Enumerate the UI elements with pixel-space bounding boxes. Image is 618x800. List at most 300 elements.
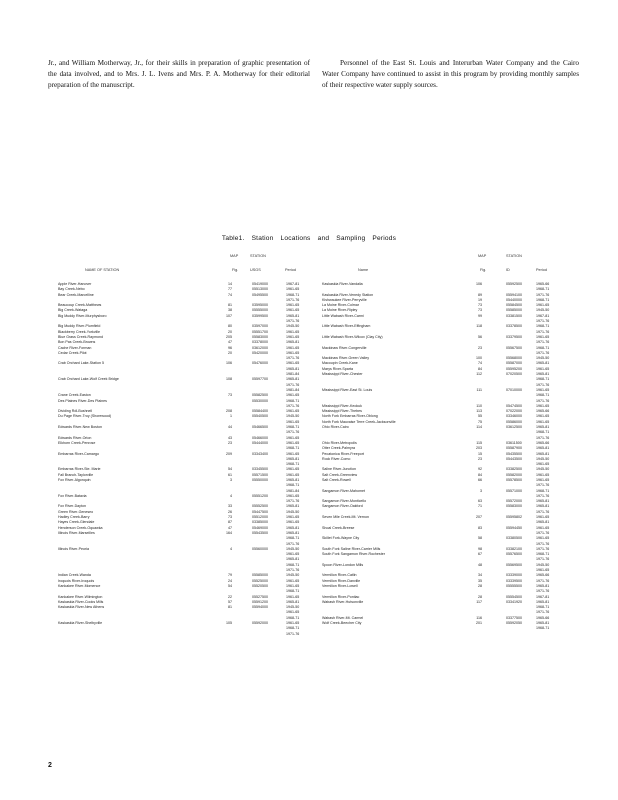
station-id-cell: 03382500 bbox=[506, 467, 522, 472]
sampling-period-cell: 1945-50 bbox=[286, 509, 300, 514]
sampling-period-cell: 1971-76 bbox=[536, 546, 550, 551]
map-fig-cell: 205 bbox=[226, 334, 232, 339]
sampling-period-cell: 1961-65 bbox=[286, 361, 300, 366]
map-fig-cell: 54 bbox=[228, 583, 232, 588]
station-name-cell: Little Wabash River-Carmi bbox=[322, 313, 364, 318]
station-id-cell: 05582500 bbox=[252, 393, 268, 398]
sampling-period-cell: 1965-81 bbox=[536, 446, 550, 451]
sampling-period-cell: 1965-81 bbox=[286, 557, 300, 562]
station-id-cell: 03382100 bbox=[506, 546, 522, 551]
station-id-cell: 03599500 bbox=[252, 313, 268, 318]
map-fig-cell: 77 bbox=[228, 287, 232, 292]
sampling-period-cell: 1945-50 bbox=[286, 324, 300, 329]
sampling-period-cell: 1961-65 bbox=[286, 435, 300, 440]
map-fig-cell: 201 bbox=[476, 621, 482, 625]
map-fig-cell: 87 bbox=[228, 520, 232, 525]
map-fig-cell: 22 bbox=[228, 594, 232, 599]
sampling-period-cell: 1981-84 bbox=[286, 372, 300, 377]
station-name-cell: Blackberry Creek-Yorkville bbox=[58, 329, 101, 334]
sampling-period-cell: 1961-65 bbox=[286, 419, 300, 424]
map-fig-cell: 99 bbox=[478, 313, 482, 318]
table-row bbox=[58, 632, 310, 637]
sampling-period-cell: 1961-65 bbox=[286, 467, 300, 472]
sampling-period-cell: 1945-50 bbox=[286, 573, 300, 578]
station-name-cell: Bay Creek-Nebo bbox=[58, 287, 85, 292]
station-name-cell: Illinois River-Marseilles bbox=[58, 530, 95, 535]
station-id-cell: 05578500 bbox=[506, 477, 522, 482]
station-id-cell: 05569500 bbox=[506, 562, 522, 567]
map-fig-cell: 14 bbox=[228, 282, 232, 286]
sampling-period-cell: 1968-71 bbox=[536, 297, 550, 302]
map-fig-cell: 207 bbox=[476, 515, 482, 520]
sampling-period-cell: 1968-71 bbox=[536, 605, 550, 610]
sampling-period-cell: 1965-81 bbox=[286, 377, 300, 382]
sampling-period-cell: 1965-81 bbox=[286, 366, 300, 371]
sampling-period-cell: 1971-76 bbox=[536, 557, 550, 562]
sampling-period-cell: 1961-65 bbox=[286, 520, 300, 525]
station-name-cell: Kankakee River-Momence bbox=[58, 583, 101, 588]
map-fig-cell: 28 bbox=[478, 583, 482, 588]
station-name-cell: Embarras River-Camargo bbox=[58, 451, 99, 456]
sampling-period-cell: 1968-71 bbox=[286, 462, 300, 467]
station-id-cell: 05592500 bbox=[506, 282, 522, 286]
station-name-cell: Du Page River-Troy (Shorewood) bbox=[58, 414, 112, 419]
map-fig-cell: 83 bbox=[478, 525, 482, 530]
station-id-cell: 03379500 bbox=[506, 334, 522, 339]
sampling-period-cell: 1967-81 bbox=[536, 313, 550, 318]
sampling-period-cell: 1961-65 bbox=[286, 451, 300, 456]
station-id-cell: 05555500 bbox=[506, 583, 522, 588]
map-fig-cell: 1 bbox=[230, 414, 232, 419]
sampling-period-cell: 1965-81 bbox=[536, 425, 550, 430]
station-name-cell: Shoal Creek-Breese bbox=[322, 525, 355, 530]
station-name-cell: Cedar Creek-Pilot bbox=[58, 350, 87, 355]
sampling-period-cell: 1961-65 bbox=[536, 414, 550, 419]
sampling-period-cell: 1965-81 bbox=[286, 313, 300, 318]
station-id-cell: 03612000 bbox=[252, 345, 268, 350]
sampling-period-cell: 1968-71 bbox=[286, 425, 300, 430]
sampling-period-cell: 1968-71 bbox=[286, 398, 300, 403]
map-fig-cell: 35 bbox=[478, 578, 482, 583]
station-name-cell: Hayes Creek-Glendale bbox=[58, 520, 95, 525]
station-id-cell: 05474500 bbox=[506, 403, 522, 408]
sampling-period-cell: 1965-66 bbox=[536, 615, 550, 620]
station-name-cell: South Fork Sangamon River-Rochester bbox=[322, 552, 385, 557]
station-id-cell: 05597700 bbox=[252, 377, 268, 382]
map-fig-cell: 74 bbox=[478, 361, 482, 366]
sampling-period-cell: 1961-65 bbox=[286, 393, 300, 398]
sampling-period-cell: 1961-65 bbox=[536, 334, 550, 339]
station-id-cell: 05571000 bbox=[506, 488, 522, 493]
map-fig-cell: 71 bbox=[478, 504, 482, 509]
map-fig-cell: 209 bbox=[226, 451, 232, 456]
station-id-cell: 05419000 bbox=[252, 282, 268, 286]
station-id-cell: 05420000 bbox=[252, 350, 268, 355]
sampling-period-cell: 1971-76 bbox=[286, 356, 300, 361]
station-id-cell: 03381500 bbox=[506, 313, 522, 318]
map-fig-cell: 118 bbox=[476, 324, 482, 329]
map-fig-cell: 58 bbox=[478, 536, 482, 541]
sampling-period-cell: 1971-76 bbox=[286, 541, 300, 546]
map-fig-cell: 81 bbox=[228, 303, 232, 308]
intro-left-paragraph bbox=[48, 58, 310, 91]
station-name-cell: Big Muddy River-Plumfield bbox=[58, 324, 101, 329]
sampling-period-cell: 1971-76 bbox=[286, 297, 300, 302]
sampling-period-cell: 1971-76 bbox=[286, 319, 300, 324]
left-header-usgs: USGS bbox=[250, 268, 261, 272]
sampling-period-cell: 1961-65 bbox=[286, 610, 300, 615]
station-id-cell: 05447500 bbox=[252, 509, 268, 514]
map-fig-cell: 43 bbox=[228, 435, 232, 440]
station-id-cell: 05568000 bbox=[506, 356, 522, 361]
station-name-cell: Little Wabash River-Effingham bbox=[322, 324, 371, 329]
station-name-cell: Wolf Creek-Beecher City bbox=[322, 621, 362, 625]
station-name-cell: Otter Creek-Palmyra bbox=[322, 446, 355, 451]
sampling-period-cell: 1965-81 bbox=[536, 520, 550, 525]
sampling-period-cell: 1961-65 bbox=[286, 308, 300, 313]
sampling-period-cell: 1968-71 bbox=[536, 324, 550, 329]
sampling-period-cell: 1968-71 bbox=[536, 430, 550, 435]
station-name-cell: Seven Mile Creek-Mt. Vernon bbox=[322, 515, 369, 520]
map-fig-cell: 47 bbox=[228, 340, 232, 345]
station-name-cell: La Moine River-Ripley bbox=[322, 308, 358, 313]
station-id-cell: 05592000 bbox=[252, 621, 268, 625]
sampling-period-cell: 1968-71 bbox=[536, 345, 550, 350]
station-name-cell: Mackinaw River-Green Valley bbox=[322, 356, 370, 361]
map-fig-cell: 106 bbox=[476, 282, 482, 286]
station-id-cell: 05555000 bbox=[252, 308, 268, 313]
intro-right-paragraph bbox=[322, 58, 579, 91]
station-name-cell: Crab Orchard Lake-Wolf Creek Bridge bbox=[58, 377, 119, 382]
station-id-cell: 03343400 bbox=[252, 451, 268, 456]
map-fig-cell: 114 bbox=[476, 425, 482, 430]
station-name-cell: Ohio River-Cairo bbox=[322, 425, 349, 430]
map-fig-cell: 66 bbox=[478, 477, 482, 482]
station-id-cell: 05520500 bbox=[252, 583, 268, 588]
sampling-period-cell: 1965-81 bbox=[536, 499, 550, 504]
intro-right-text: Personnel of the East St. Louis and Interurban Water Company and the Cairo Water Company have continued to assist in this program by providing monthly samples of their respective water supply sources. bbox=[322, 59, 579, 89]
sampling-period-cell: 1945-50 bbox=[536, 467, 550, 472]
station-name-cell: Apple River-Hanover bbox=[58, 282, 92, 286]
station-name-cell: Marys River-Sparta bbox=[322, 366, 353, 371]
sampling-period-cell: 1971-76 bbox=[536, 530, 550, 535]
map-fig-cell: 33 bbox=[228, 504, 232, 509]
station-id-cell: 03597000 bbox=[252, 324, 268, 329]
station-name-cell: Green River-Geneseo bbox=[58, 509, 94, 514]
station-name-cell: Wabash River-Hutsonville bbox=[322, 599, 364, 604]
station-name-cell: North Fork Embarras River-Oblong bbox=[322, 414, 378, 419]
left-header-fig: Fig. bbox=[232, 268, 239, 272]
sampling-period-cell: 1981-84 bbox=[286, 387, 300, 392]
station-id-cell: 05594000 bbox=[252, 605, 268, 610]
table-title: Table1. Station Locations and Sampling Periods bbox=[221, 235, 397, 242]
station-id-cell: 05527500 bbox=[252, 594, 268, 599]
sampling-period-cell: 1971-76 bbox=[536, 435, 550, 440]
map-fig-cell: 61 bbox=[228, 472, 232, 477]
station-id-cell: 05586000 bbox=[506, 419, 522, 424]
station-name-cell: Beaucoup Creek-Matthews bbox=[58, 303, 102, 308]
station-name-cell: La Moine River-Colmar bbox=[322, 303, 359, 308]
station-name-cell: Kaskaskia River-New Athens bbox=[58, 605, 105, 610]
station-name-cell: Kaskaskia River-Cooks Mills bbox=[58, 599, 104, 604]
station-id-cell: 05587000 bbox=[506, 361, 522, 366]
station-id-cell: 05567500 bbox=[506, 345, 522, 350]
station-id-cell: 05571500 bbox=[252, 472, 268, 477]
station-name-cell: Kaskaskia River-Venedy Station bbox=[322, 292, 374, 297]
map-fig-cell: 79 bbox=[228, 573, 232, 578]
map-fig-cell: 164 bbox=[226, 530, 232, 535]
sampling-period-cell: 1961-65 bbox=[286, 350, 300, 355]
sampling-period-cell: 1965-66 bbox=[536, 573, 550, 578]
station-name-cell: Fox River-Dayton bbox=[58, 504, 86, 509]
map-fig-cell: 92 bbox=[478, 467, 482, 472]
right-header-usgs: ID bbox=[506, 268, 510, 272]
station-id-cell: 07010000 bbox=[506, 387, 522, 392]
map-fig-cell: 26 bbox=[228, 509, 232, 514]
sampling-period-cell: 1961-65 bbox=[536, 403, 550, 408]
sampling-period-cell: 1971-76 bbox=[536, 493, 550, 498]
sampling-period-cell: 1961-65 bbox=[286, 440, 300, 445]
map-fig-cell: 73 bbox=[478, 303, 482, 308]
sampling-period-cell: 1961-65 bbox=[536, 462, 550, 467]
sampling-period-cell: 1971-76 bbox=[536, 541, 550, 546]
station-id-cell: 05572000 bbox=[506, 499, 522, 504]
sampling-period-cell: 1968-71 bbox=[286, 589, 300, 594]
sampling-period-cell: 1961-65 bbox=[536, 515, 550, 520]
map-fig-cell: 84 bbox=[478, 472, 482, 477]
station-name-cell: Macoupin Creek-Kane bbox=[322, 361, 358, 366]
map-fig-cell: 15 bbox=[478, 451, 482, 456]
sampling-period-cell: 1968-71 bbox=[286, 536, 300, 541]
map-fig-cell: 73 bbox=[478, 308, 482, 313]
map-fig-cell: 19 bbox=[478, 297, 482, 302]
map-fig-cell: 3 bbox=[230, 477, 232, 482]
sampling-period-cell: 1971-76 bbox=[536, 578, 550, 583]
station-id-cell: 05585000 bbox=[506, 308, 522, 313]
sampling-period-cell: 1971-76 bbox=[286, 499, 300, 504]
station-id-cell: 05554500 bbox=[506, 594, 522, 599]
map-fig-cell: 38 bbox=[228, 308, 232, 313]
sampling-period-cell: 1961-65 bbox=[536, 366, 550, 371]
station-id-cell: 05552500 bbox=[252, 504, 268, 509]
station-id-cell: 07020500 bbox=[506, 372, 522, 377]
map-fig-cell: 48 bbox=[478, 562, 482, 567]
sampling-period-cell: 1961-65 bbox=[536, 472, 550, 477]
sampling-period-cell: 1965-81 bbox=[286, 599, 300, 604]
station-id-cell: 07022000 bbox=[506, 409, 522, 414]
station-id-cell: 03339500 bbox=[506, 578, 522, 583]
sampling-period-cell: 1965-81 bbox=[536, 583, 550, 588]
map-fig-cell: 67 bbox=[478, 552, 482, 557]
station-id-cell: 05435500 bbox=[506, 451, 522, 456]
sampling-period-cell: 1961-65 bbox=[536, 387, 550, 392]
map-fig-cell: 54 bbox=[228, 467, 232, 472]
sampling-period-cell: 1971-76 bbox=[286, 403, 300, 408]
map-fig-cell: 57 bbox=[228, 599, 232, 604]
station-id-cell: 05595200 bbox=[506, 366, 522, 371]
station-name-cell: Wabash River-Mt. Carmel bbox=[322, 615, 364, 620]
station-id-cell: 05584500 bbox=[506, 303, 522, 308]
station-name-cell: Vermilion River-Lowell bbox=[322, 583, 358, 588]
station-name-cell: Crab Orchard Lake-Station 5 bbox=[58, 361, 104, 366]
station-name-cell: Fall Branch-Taylorville bbox=[58, 472, 94, 477]
station-name-cell: Kaskaskia River-Vandalia bbox=[322, 282, 363, 286]
station-id-cell: 05594100 bbox=[506, 292, 522, 297]
station-name-cell: Mackinaw River-Congerville bbox=[322, 345, 367, 350]
sampling-period-cell: 1968-71 bbox=[286, 626, 300, 631]
sampling-period-cell: 1961-65 bbox=[286, 594, 300, 599]
table-row bbox=[322, 626, 572, 631]
station-id-cell: 05543500 bbox=[252, 530, 268, 535]
map-fig-cell: 55 bbox=[478, 414, 482, 419]
sampling-period-cell: 1965-81 bbox=[536, 621, 550, 625]
sampling-period-cell: 1968-71 bbox=[286, 562, 300, 567]
sampling-period-cell: 1965-81 bbox=[536, 599, 550, 604]
sampling-period-cell: 1961-65 bbox=[286, 329, 300, 334]
station-name-cell: Henderson Creek-Oquawka bbox=[58, 525, 103, 530]
map-fig-cell: 96 bbox=[228, 345, 232, 350]
map-fig-cell: 75 bbox=[478, 419, 482, 424]
sampling-period-cell: 1968-71 bbox=[536, 287, 550, 292]
sampling-period-cell: 1961-65 bbox=[536, 477, 550, 482]
station-name-cell: Sangamon River-Oakford bbox=[322, 504, 363, 509]
sampling-period-cell: 1971-76 bbox=[536, 382, 550, 387]
sampling-period-cell: 1971-76 bbox=[286, 631, 300, 636]
sampling-period-cell: 1971-76 bbox=[286, 430, 300, 435]
station-name-cell: Salt Creek-Greenview bbox=[322, 472, 358, 477]
station-id-cell: 05513000 bbox=[252, 287, 268, 292]
station-name-cell: Little Wabash River-Wilcox (Clay City) bbox=[322, 334, 383, 339]
map-fig-cell: 4 bbox=[230, 546, 232, 551]
map-fig-cell: 4 bbox=[230, 493, 232, 498]
station-name-cell: Bon Pas Creek-Browns bbox=[58, 340, 96, 345]
sampling-period-cell: 1961-65 bbox=[536, 525, 550, 530]
sampling-period-cell: 1965-81 bbox=[536, 451, 550, 456]
station-id-cell: 03595000 bbox=[252, 303, 268, 308]
sampling-period-cell: 1961-65 bbox=[536, 536, 550, 541]
station-name-cell: Des Plaines River-Des Plaines bbox=[58, 398, 107, 403]
sampling-period-cell: 1945-50 bbox=[536, 456, 550, 461]
map-fig-cell: 113 bbox=[476, 409, 482, 414]
station-id-cell: 05551700 bbox=[252, 329, 268, 334]
station-name-cell: North Fork Mauvaise Terre Creek-Jacksonville bbox=[322, 419, 396, 424]
station-name-cell: Kishwaukee River-Perryville bbox=[322, 297, 367, 302]
sampling-period-cell: 1965-66 bbox=[536, 282, 550, 286]
sampling-period-cell: 1961-65 bbox=[286, 345, 300, 350]
map-fig-cell: 24 bbox=[228, 578, 232, 583]
map-fig-cell: 28 bbox=[478, 594, 482, 599]
sampling-period-cell: 1967-81 bbox=[536, 594, 550, 599]
right-header-name: Name bbox=[358, 268, 369, 272]
map-fig-cell: 47 bbox=[228, 525, 232, 530]
station-name-cell: Ohio River-Metropolis bbox=[322, 440, 357, 445]
sampling-period-cell: 1961-65 bbox=[286, 287, 300, 292]
station-id-cell: 05582000 bbox=[506, 472, 522, 477]
sampling-period-cell: 1968-71 bbox=[286, 446, 300, 451]
sampling-period-cell: 1971-76 bbox=[536, 398, 550, 403]
sampling-period-cell: 1961-65 bbox=[286, 515, 300, 520]
left-header-period: Period bbox=[285, 268, 296, 272]
station-id-cell: 05469000 bbox=[252, 525, 268, 530]
station-id-cell: 03380500 bbox=[506, 536, 522, 541]
map-fig-cell: 3 bbox=[480, 488, 482, 493]
left-header-name: NAME OF STATION bbox=[85, 268, 120, 272]
station-name-cell: Saline River-Junction bbox=[322, 467, 356, 472]
sampling-period-cell: 1971-76 bbox=[536, 340, 550, 345]
sampling-period-cell: 1968-71 bbox=[286, 615, 300, 620]
sampling-period-cell: 1965-81 bbox=[286, 504, 300, 509]
station-name-cell: Illinois River-Peoria bbox=[58, 546, 89, 551]
sampling-period-cell: 1968-71 bbox=[286, 292, 300, 297]
map-fig-cell: 73 bbox=[228, 393, 232, 398]
sampling-period-cell: 1971-76 bbox=[536, 610, 550, 615]
sampling-period-cell: 1971-76 bbox=[536, 329, 550, 334]
sampling-period-cell: 1961-65 bbox=[286, 583, 300, 588]
station-id-cell: 05530000 bbox=[252, 398, 268, 403]
sampling-period-cell: 1971-76 bbox=[536, 292, 550, 297]
station-id-cell: 05584400 bbox=[252, 409, 268, 414]
map-fig-cell: 110 bbox=[476, 403, 482, 408]
map-fig-cell: 105 bbox=[226, 621, 232, 625]
map-fig-cell: 89 bbox=[478, 292, 482, 297]
sampling-period-cell: 1945-50 bbox=[536, 356, 550, 361]
sampling-period-cell: 1971-76 bbox=[286, 568, 300, 573]
station-id-cell: 05466500 bbox=[252, 425, 268, 430]
sampling-period-cell: 1971-76 bbox=[536, 589, 550, 594]
station-id-cell: 05550000 bbox=[252, 477, 268, 482]
map-fig-cell: 44 bbox=[228, 425, 232, 430]
station-name-cell: Fox River-Algonquin bbox=[58, 477, 91, 482]
station-id-cell: 05443500 bbox=[506, 456, 522, 461]
station-name-cell: Salt Creek-Rowell bbox=[322, 477, 351, 482]
station-name-cell: Crane Creek-Easton bbox=[58, 393, 91, 398]
station-name-cell: Skillet Fork-Wayne City bbox=[322, 536, 360, 541]
map-fig-cell: 106 bbox=[226, 361, 232, 366]
station-name-cell: Sangamon River-Monticello bbox=[322, 499, 367, 504]
station-id-cell: 05591200 bbox=[252, 599, 268, 604]
map-fig-cell: 117 bbox=[476, 599, 482, 604]
station-name-cell: Hadley Creek-Barry bbox=[58, 515, 90, 520]
right-header-fig: Fig. bbox=[480, 268, 487, 272]
station-name-cell: Kaskaskia River-Shelbyville bbox=[58, 621, 103, 625]
sampling-period-cell: 1961-65 bbox=[286, 409, 300, 414]
station-id-cell: 05512000 bbox=[252, 515, 268, 520]
station-id-cell: 05576500 bbox=[506, 552, 522, 557]
intro-left-text: Jr., and William Motherway, Jr., for their skills in preparation of graphic presentation of the data involved, and to Mrs. J. L. Ivens and Mrs. P. A. Motherway for their editorial preparation of the manuscript. bbox=[48, 59, 310, 89]
station-name-cell: Embarras River-Ste. Marie bbox=[58, 467, 101, 472]
sampling-period-cell: 1965-81 bbox=[286, 530, 300, 535]
station-id-cell: 03612500 bbox=[506, 425, 522, 430]
right-header-station: STATION bbox=[506, 254, 522, 258]
map-fig-cell: 20 bbox=[228, 350, 232, 355]
station-name-cell: Vermilion River-Catlin bbox=[322, 573, 357, 578]
map-fig-cell: 107 bbox=[226, 313, 232, 318]
station-name-cell: Cache River-Forman bbox=[58, 345, 92, 350]
station-id-cell: 05525000 bbox=[252, 578, 268, 583]
sampling-period-cell: 1965-81 bbox=[536, 372, 550, 377]
station-id-cell: 05583000 bbox=[506, 504, 522, 509]
station-name-cell: Spoon River-London Mills bbox=[322, 562, 364, 567]
station-name-cell: Mississippi River-East St. Louis bbox=[322, 387, 373, 392]
station-name-cell: Bear Creek-Marcelline bbox=[58, 292, 94, 297]
sampling-period-cell: 1968-71 bbox=[536, 377, 550, 382]
sampling-period-cell: 1961-65 bbox=[286, 578, 300, 583]
sampling-period-cell: 1965-81 bbox=[286, 456, 300, 461]
sampling-period-cell: 1981-84 bbox=[286, 488, 300, 493]
station-name-cell: Iroquois River-Iroquois bbox=[58, 578, 95, 583]
sampling-period-cell: 1961-65 bbox=[536, 303, 550, 308]
sampling-period-cell: 1961-65 bbox=[286, 552, 300, 557]
